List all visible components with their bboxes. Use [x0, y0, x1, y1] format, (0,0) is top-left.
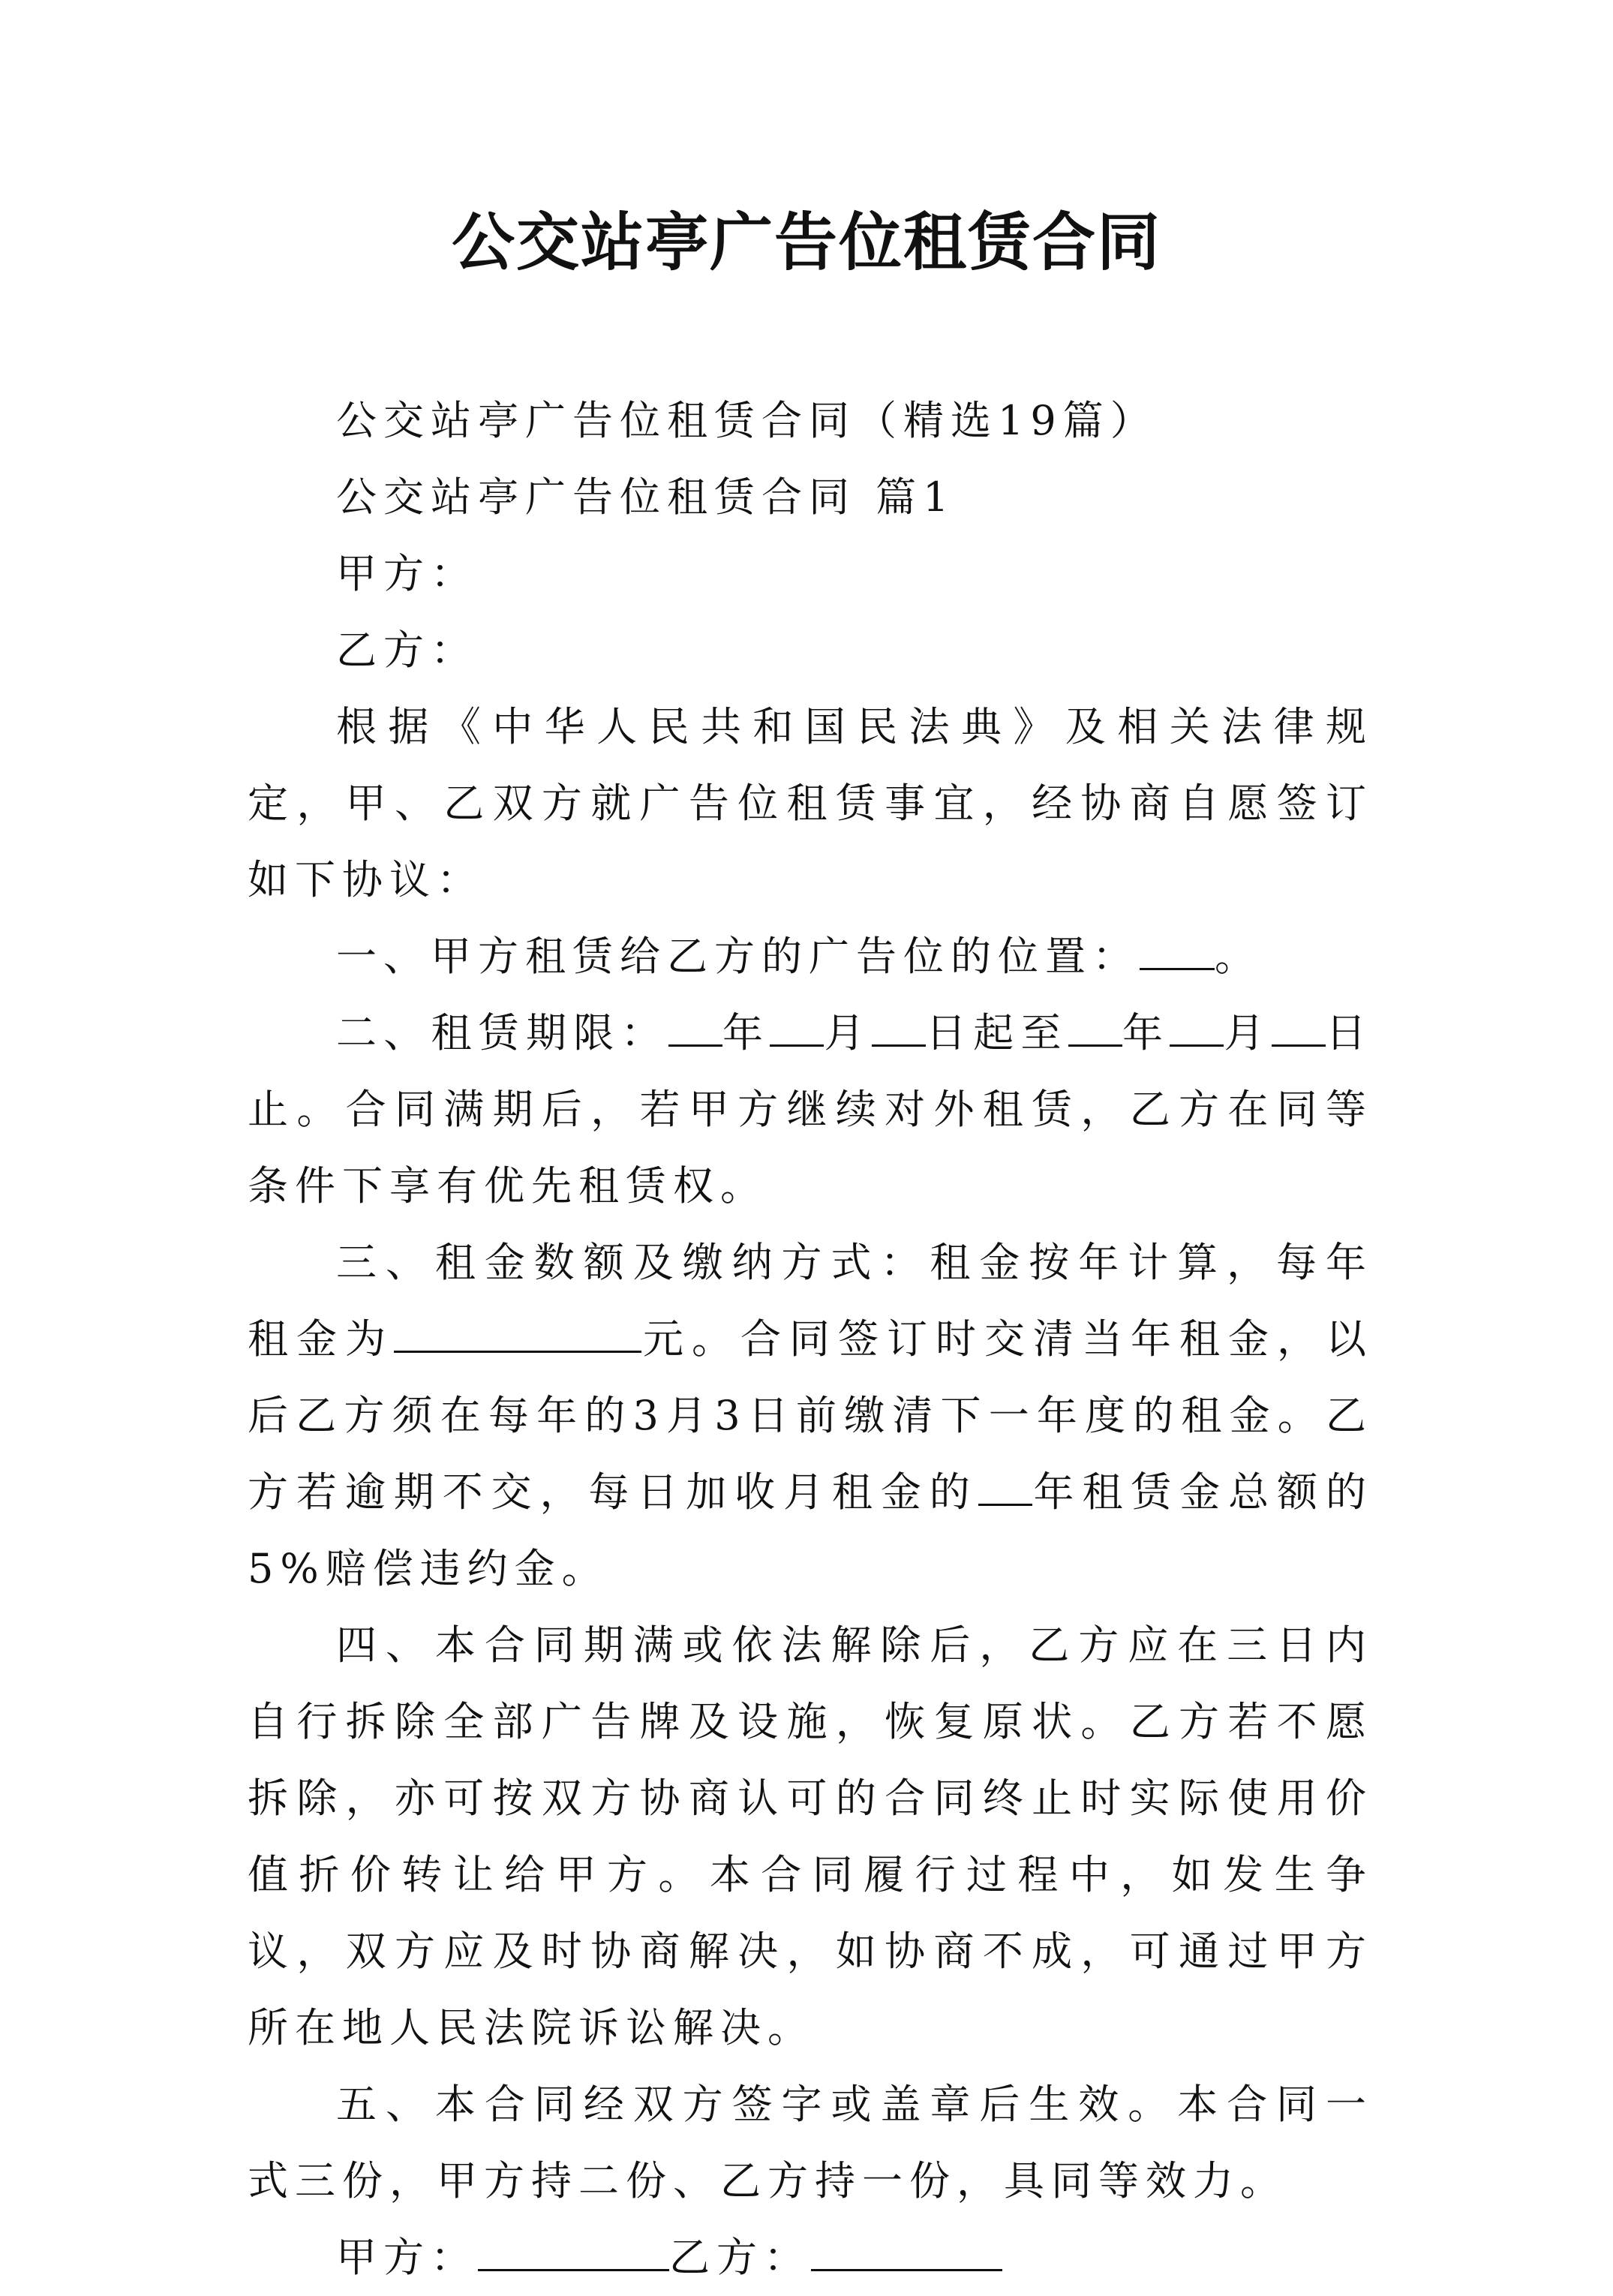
- party-b-line: 乙方：: [336, 627, 478, 674]
- sign-party-a-label: 甲方：: [336, 2234, 478, 2281]
- intro-paragraph: 根据《中华人民共和国民法典》及相关法律规定，甲、乙双方就广告位租赁事宜，经协商自愿签订如下协议：: [248, 703, 1373, 903]
- document-subtitle: 公交站亭广告位租赁合同（精选19篇）: [336, 397, 1158, 444]
- blank-start-day: [872, 1011, 926, 1047]
- clause-2-day-end: 日止。: [248, 1009, 1373, 1133]
- clause-1-end: 。: [1215, 933, 1262, 980]
- sign-party-b-blank: [811, 2236, 1002, 2271]
- blank-location: [1140, 935, 1215, 970]
- clause-1-text: 一、甲方租赁给乙方的广告位的位置：: [336, 933, 1140, 980]
- clause-2-label: 二、租赁期限：: [336, 1009, 668, 1056]
- clause-2-year-2: 年: [1122, 1009, 1170, 1056]
- blank-start-month: [770, 1011, 824, 1047]
- blank-rent-amount: [394, 1318, 641, 1353]
- clause-2-month-2: 月: [1224, 1009, 1272, 1056]
- party-a-line: 甲方：: [336, 550, 478, 597]
- clause-3-prefix: 三、租金数额及缴纳方式：租金按年计算，每年租金为: [248, 1239, 1373, 1363]
- blank-end-day: [1272, 1011, 1326, 1047]
- signature-line: [248, 2219, 1373, 2296]
- clause-3: [248, 1225, 1373, 1607]
- sign-party-a-blank: [478, 2236, 669, 2271]
- clause-4: 四、本合同期满或依法解除后，乙方应在三日内自行拆除全部广告牌及设施，恢复原状。乙方若不愿拆除，亦可按双方协商认可的合同终止时实际使用价值折价转让给甲方。本合同履行过程中，如发生争议，双方应及时协商解决，如协商不成，可通过甲方所在地人民法院诉讼解决。: [248, 1621, 1373, 2051]
- clause-2-from-to: 日起至: [925, 1009, 1068, 1056]
- section-heading: 公交站亭广告位租赁合同 篇1: [336, 473, 956, 521]
- blank-start-year: [668, 1011, 722, 1047]
- clause-5: 五、本合同经双方签字或盖章后生效。本合同一式三份，甲方持二份、乙方持一份，具同等效力。: [248, 2081, 1373, 2204]
- document-title: 公交站亭广告位租赁合同: [451, 205, 1161, 279]
- clause-3-suffix: 年租赁金总额的5%赔偿违约金。: [248, 1468, 1374, 1592]
- clause-2-year-1: 年: [722, 1009, 770, 1056]
- clause-1: [248, 918, 1373, 995]
- clause-3-middle: 元。合同签订时交清当年租金，以后乙方须在每年的3月3日前缴清下一年度的租金。乙方若逾期不交，每日加收月租金的: [248, 1315, 1373, 1516]
- clause-2-month-1: 月: [824, 1009, 872, 1056]
- document-body: [248, 383, 1373, 2296]
- blank-end-year: [1068, 1011, 1122, 1047]
- sign-party-b-label: 乙方：: [669, 2234, 811, 2281]
- blank-penalty: [978, 1471, 1032, 1506]
- blank-end-month: [1170, 1011, 1224, 1047]
- clause-2: [248, 995, 1373, 1225]
- clause-2-rest: 合同满期后，若甲方继续对外租赁，乙方在同等条件下享有优先租赁权。: [248, 1086, 1374, 1210]
